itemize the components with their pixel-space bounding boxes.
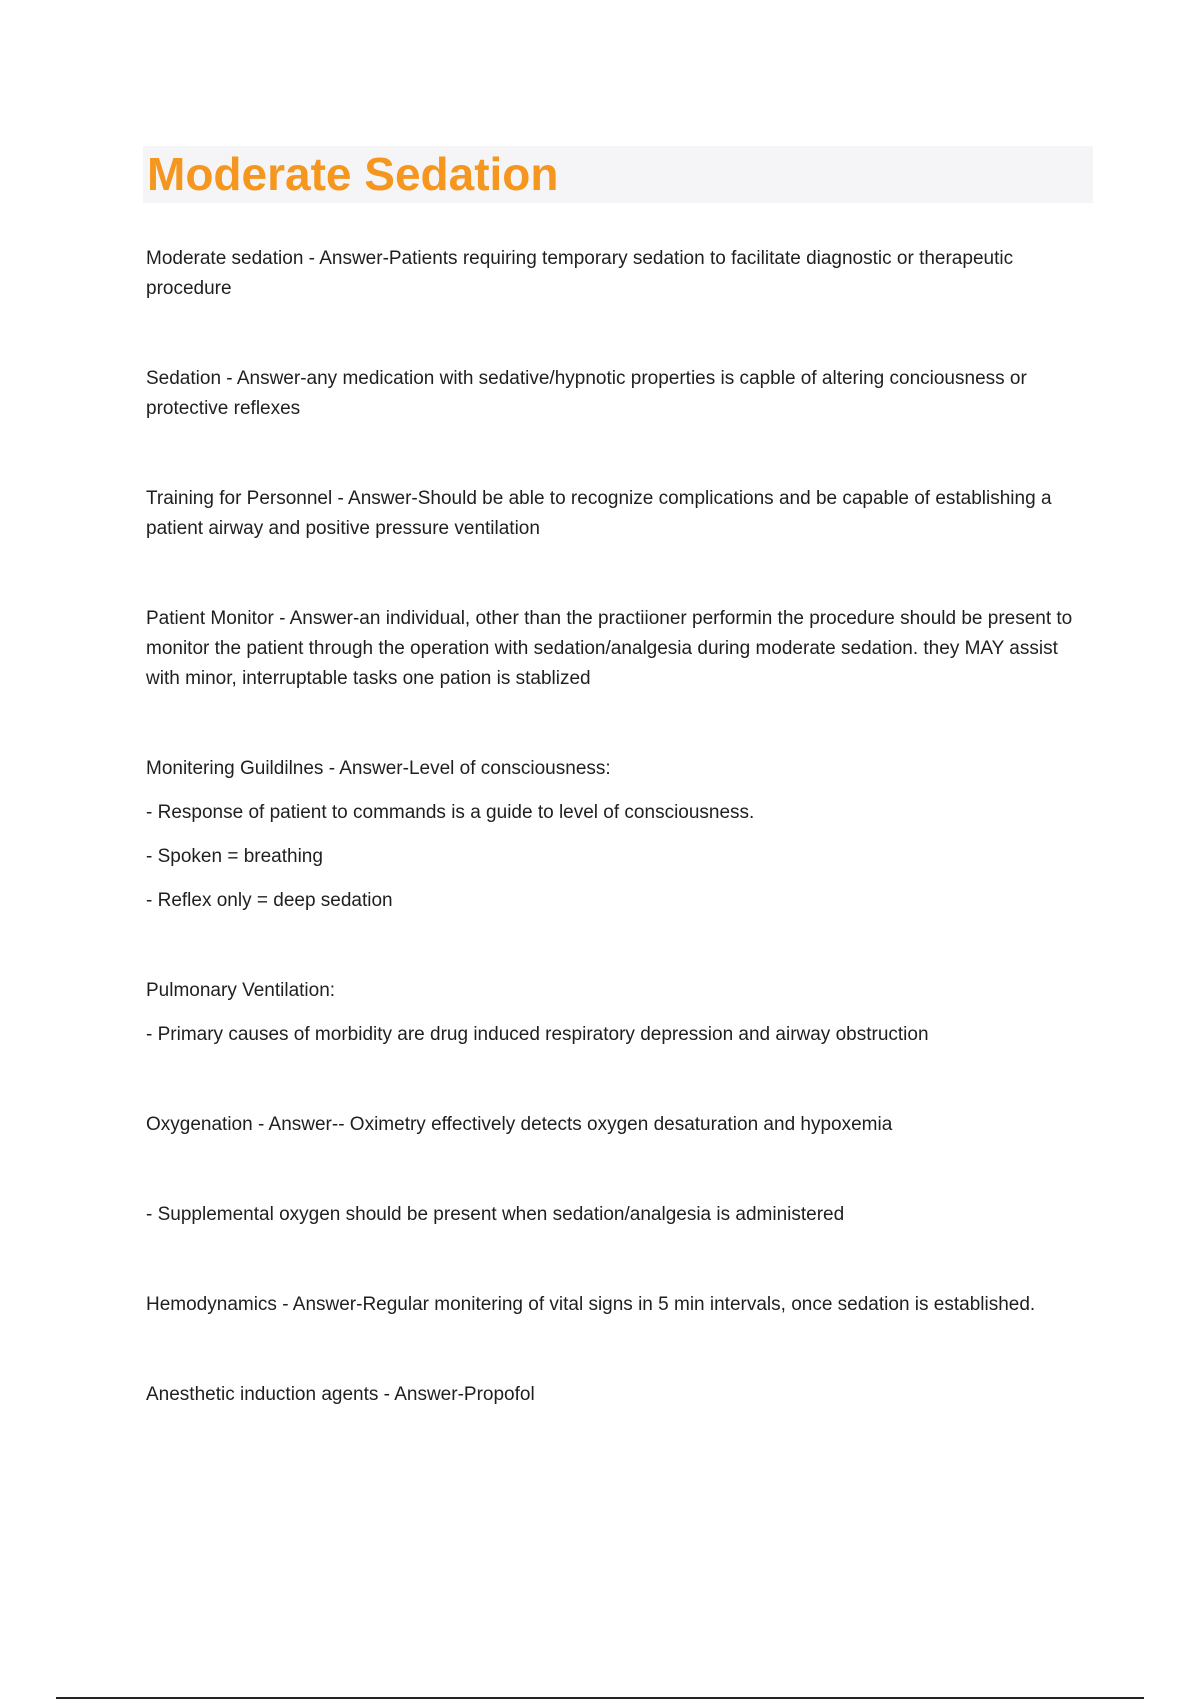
entry-text: Sedation - Answer-any medication with sedative/hypnotic properties is capble of altering conciousness or protective reflexes [146, 368, 1027, 419]
entry-bullet: - Spoken = breathing [146, 846, 323, 867]
flashcard-entry [146, 1290, 1094, 1320]
flashcard-entry [146, 1380, 1094, 1410]
flashcard-entry [146, 484, 1094, 544]
entry-bullet: - Primary causes of morbidity are drug induced respiratory depression and airway obstruction [146, 1024, 929, 1045]
entry-text: Anesthetic induction agents - Answer-Propofol [146, 1384, 535, 1405]
footer-divider [56, 1697, 1144, 1699]
flashcard-entry [146, 976, 1094, 1050]
entry-text: Patient Monitor - Answer-an individual, other than the practiioner performin the procedure should be present to monitor the patient through the operation with sedation/analgesia during moderate sedation. they MAY assist with minor, interruptable tasks one pation is stablized [146, 608, 1073, 689]
flashcard-entry [146, 364, 1094, 424]
entry-bullet: - Reflex only = deep sedation [146, 890, 393, 911]
flashcard-list [146, 244, 1094, 1470]
entry-bullet: - Supplemental oxygen should be present when sedation/analgesia is administered [146, 1204, 845, 1225]
flashcard-entry [146, 1200, 1094, 1230]
flashcard-entry [146, 1110, 1094, 1140]
flashcard-entry [146, 244, 1094, 304]
flashcard-entry [146, 754, 1094, 916]
entry-text: Moderate sedation - Answer-Patients requiring temporary sedation to facilitate diagnostic or therapeutic procedure [146, 248, 1014, 299]
entry-text: Oxygenation - Answer-- Oximetry effectively detects oxygen desaturation and hypoxemia [146, 1114, 893, 1135]
entry-bullet: - Response of patient to commands is a guide to level of consciousness. [146, 802, 755, 823]
page-title: Moderate Sedation [147, 148, 559, 200]
flashcard-entry [146, 604, 1094, 694]
entry-text: Monitering Guildilnes - Answer-Level of consciousness: [146, 758, 611, 779]
entry-text: Hemodynamics - Answer-Regular monitering of vital signs in 5 min intervals, once sedation is established. [146, 1294, 1036, 1315]
entry-text: Pulmonary Ventilation: [146, 980, 336, 1001]
entry-text: Training for Personnel - Answer-Should be able to recognize complications and be capable of establishing a patient airway and positive pressure ventilation [146, 488, 1052, 539]
